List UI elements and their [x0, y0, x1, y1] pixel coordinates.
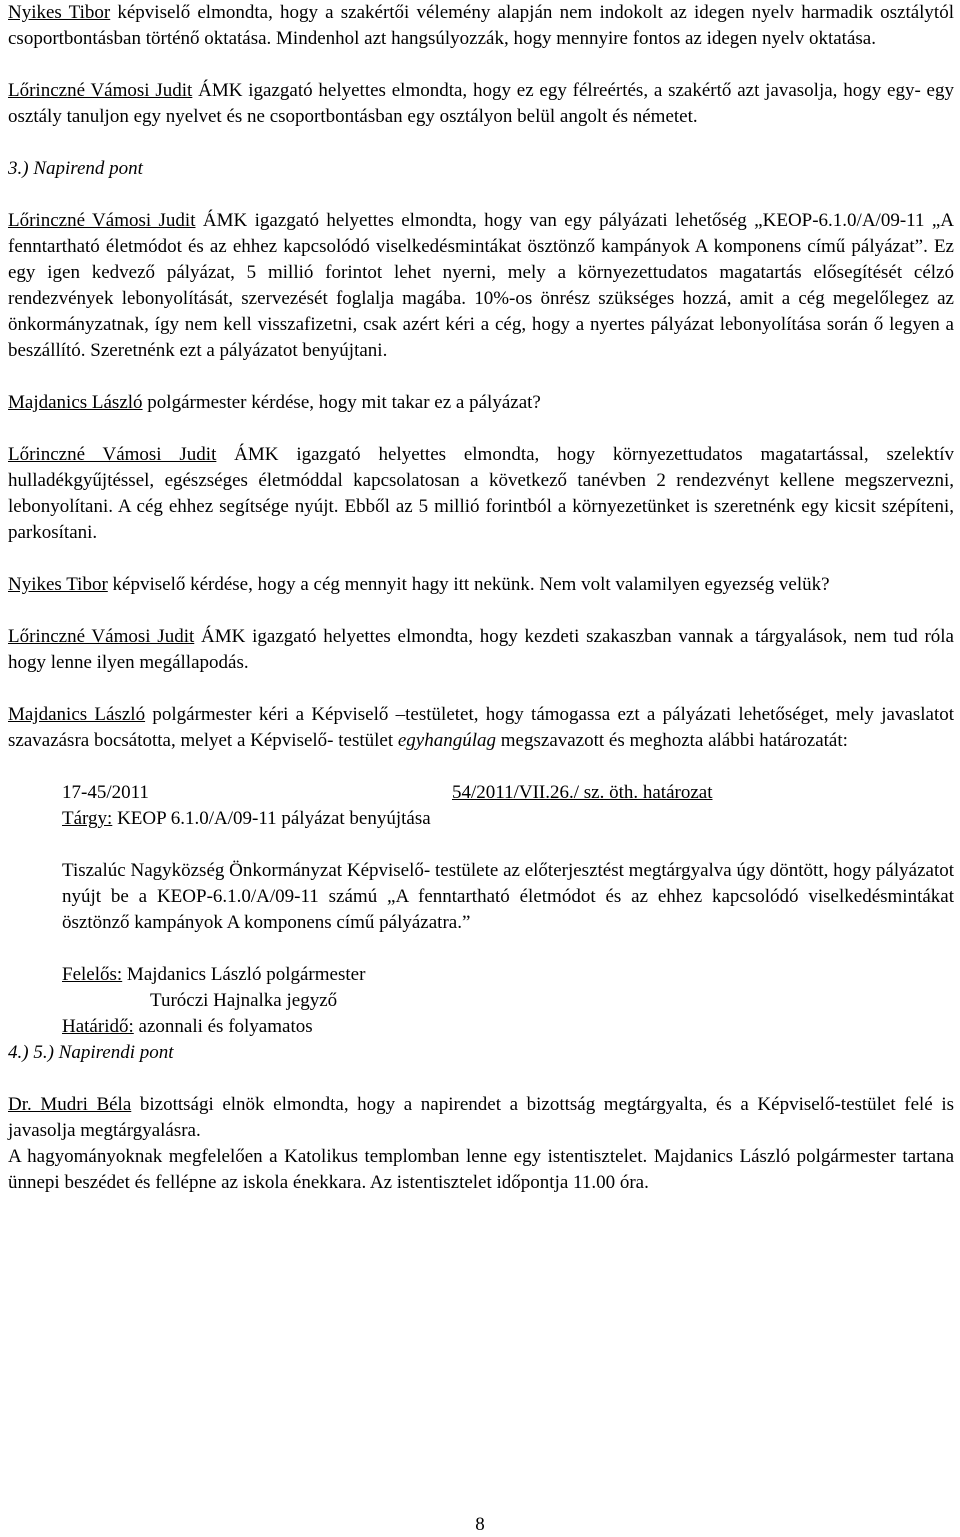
- paragraph-lorinczne-3: [8, 442, 954, 546]
- paragraph-church-service: A hagyományoknak megfelelően a Katolikus templomban lenne egy istentisztelet. Majdanics László polgármester tartana ünnepi beszédet és fellépne az iskola énekkara. Az istentisztelet időpontja 11.00 óra.: [8, 1146, 954, 1193]
- paragraph-majdanics-1: [8, 390, 954, 416]
- paragraph-lorinczne-2: [8, 208, 954, 364]
- paragraph-text: ÁMK igazgató helyettes elmondta, hogy van egy pályázati lehetőség „KEOP-6.1.0/A/09-11 „A fenntartható életmódot és az ehhez kapcsolódó viselkedésmintákat ösztönző kampányok A komponens című pályázat”. Ez egy igen kedvező pályázat, 5 millió forintot lehet nyerni, mely a környezettudatos magatartás elősegítését célzó rendezvények lebonyolítását, szervezését foglalja magába. 10%-os önrész szükséges hozzá, amit a cég megelőlegez az önkormányzatnak, így nem kell visszafizetni, csak azért kéri a cég, hogy a nyertes pályázat lebonyolítása során ő legyen a beszállító. Szeretnénk ezt a pályázatot benyújtani.: [8, 210, 954, 361]
- resolution-block: [8, 780, 954, 1040]
- resolution-responsible-2: [62, 988, 954, 1014]
- speaker-name: Lőrinczné Vámosi Judit: [8, 80, 193, 101]
- resolution-reference: [62, 780, 954, 806]
- speaker-name: Lőrinczné Vámosi Judit: [8, 210, 196, 231]
- paragraph-nyikes-2: [8, 572, 954, 598]
- paragraph-text: polgármester kérdése, hogy mit takar ez a pályázat?: [142, 392, 541, 413]
- agenda-heading-4-5: 4.) 5.) Napirendi pont: [8, 1042, 174, 1063]
- paragraph-text-2: megszavazott és meghozta alábbi határozatát:: [496, 730, 848, 751]
- paragraph-lorinczne-1: [8, 78, 954, 130]
- speaker-name: Nyikes Tibor: [8, 574, 108, 595]
- speaker-name: Lőrinczné Vámosi Judit: [8, 444, 217, 465]
- resolution-subject: [62, 806, 954, 832]
- paragraph-nyikes-1: [8, 0, 954, 52]
- responsible-label: Felelős:: [62, 964, 123, 985]
- speaker-name: Majdanics László: [8, 392, 143, 413]
- resolution-body: Tiszalúc Nagyközség Önkormányzat Képviselő- testülete az előterjesztést megtárgyalva úgy döntött, hogy pályázatot nyújt be a KEOP-6.1.0/A/09-11 számú „A fenntartható életmódot és az ehhez kapcsolódó viselkedésmintákat ösztönző kampányok A komponens című pályázatra.”: [62, 860, 954, 933]
- paragraph-mudri: [8, 1092, 954, 1144]
- responsible-1: Majdanics László polgármester: [122, 964, 366, 985]
- page-number: 8: [475, 1514, 485, 1535]
- deadline-text: azonnali és folyamatos: [133, 1016, 313, 1037]
- responsible-2: Turóczi Hajnalka jegyző: [150, 990, 338, 1011]
- speaker-name: Lőrinczné Vámosi Judit: [8, 626, 195, 647]
- paragraph-text: ÁMK igazgató helyettes elmondta, hogy környezettudatos magatartással, szelektív hulladékgyűjtéssel, egészséges életmóddal kapcsolatosan a következő tanévben 2 rendezvényt kellene megszervezni, lebonyolítani. A cég ehhez segítsége nyújt. Ebből az 5 millió forintból a környezetünket is szeretnénk egy kicsit szépíteni, parkosítani.: [8, 444, 954, 543]
- subject-text: KEOP 6.1.0/A/09-11 pályázat benyújtása: [112, 808, 431, 829]
- speaker-name: Nyikes Tibor: [8, 2, 111, 23]
- paragraph-text: ÁMK igazgató helyettes elmondta, hogy kezdeti szakaszban vannak a tárgyalások, nem tud róla hogy lenne ilyen megállapodás.: [8, 626, 954, 673]
- resolution-ref-text: 54/2011/VII.26./ sz. öth. határozat: [452, 782, 713, 803]
- resolution-ref-number: 17-45/2011: [62, 782, 149, 803]
- subject-label: Tárgy:: [62, 808, 113, 829]
- paragraph-text: ÁMK igazgató helyettes elmondta, hogy ez egy félreértés, a szakértő azt javasolja, hogy egy- egy osztály tanuljon egy nyelvet és ne csoportbontásban egy osztályon belül angolt és németet.: [8, 80, 954, 127]
- deadline-label: Határidő:: [62, 1016, 134, 1037]
- paragraph-lorinczne-4: [8, 624, 954, 676]
- paragraph-italic: egyhangúlag: [397, 730, 497, 751]
- paragraph-majdanics-2: [8, 702, 954, 754]
- agenda-heading-3: 3.) Napirend pont: [8, 158, 143, 179]
- resolution-responsible: [62, 962, 954, 988]
- document-page: [8, 0, 954, 1196]
- speaker-name: Dr. Mudri Béla: [8, 1094, 132, 1115]
- paragraph-text: polgármester kéri a Képviselő –testületet, hogy támogassa ezt a pályázati lehetőséget, mely javaslatot szavazásra bocsátotta, melyet a Képviselő- testület: [8, 704, 954, 751]
- paragraph-text: képviselő elmondta, hogy a szakértői vélemény alapján nem indokolt az idegen nyelv harmadik osztálytól csoportbontásban történő oktatása. Mindenhol azt hangsúlyozzák, hogy mennyire fontos az idegen nyelv oktatása.: [8, 2, 954, 49]
- resolution-deadline: [62, 1014, 954, 1040]
- paragraph-text: képviselő kérdése, hogy a cég mennyit hagy itt nekünk. Nem volt valamilyen egyezség velük?: [107, 574, 830, 595]
- speaker-name: Majdanics László: [8, 704, 146, 725]
- paragraph-text: bizottsági elnök elmondta, hogy a napirendet a bizottság megtárgyalta, és a Képviselő-testület felé is javasolja megtárgyalásra.: [8, 1094, 954, 1141]
